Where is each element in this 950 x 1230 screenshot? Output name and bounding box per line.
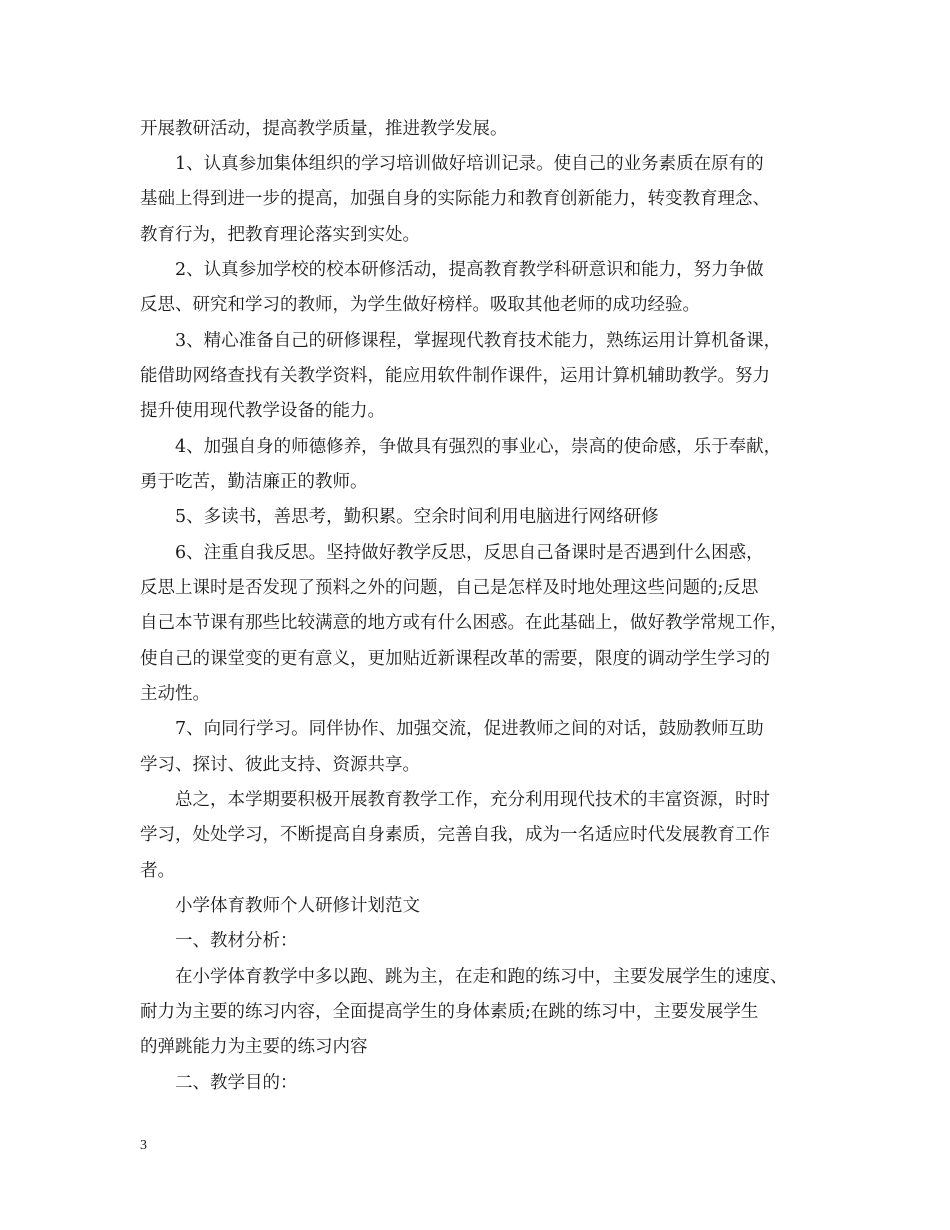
text-line: 2、认真参加学校的校本研修活动，提高教育教学科研意识和能力，努力争做 xyxy=(175,260,764,280)
text-line: 教育行为，把教育理论落实到实处。 xyxy=(140,225,420,245)
text-line: 4、加强自身的师德修养，争做具有强烈的事业心，崇高的使命感，乐于奉献， xyxy=(175,437,782,457)
section-heading: 小学体育教师个人研修计划范文 xyxy=(175,896,420,916)
text-line: 6、注重自我反思。坚持做好教学反思，反思自己备课时是否遇到什么困惑， xyxy=(175,543,764,563)
text-line: 总之，本学期要积极开展教育教学工作，充分利用现代技术的丰富资源，时时 xyxy=(175,790,770,810)
text-line: 7、向同行学习。同伴协作、加强交流，促进教师之间的对话，鼓励教师互助 xyxy=(175,719,764,739)
text-line: 提升使用现代教学设备的能力。 xyxy=(140,401,385,421)
text-line: 耐力为主要的练习内容，全面提高学生的身体素质;在跳的练习中，主要发展学生 xyxy=(140,1002,759,1022)
text-line: 的弹跳能力为主要的练习内容 xyxy=(140,1037,368,1057)
text-line: 学习、探讨、彼此支持、资源共享。 xyxy=(140,755,420,775)
text-line: 主动性。 xyxy=(140,684,210,704)
text-line: 1、认真参加集体组织的学习培训做好培训记录。使自己的业务素质在原有的 xyxy=(175,154,764,174)
text-line: 反思上课时是否发现了预料之外的问题，自己是怎样及时地处理这些问题的;反思 xyxy=(140,578,759,598)
section-heading: 一、教材分析： xyxy=(175,931,298,951)
text-line: 者。 xyxy=(140,861,175,881)
text-line: 3、精心准备自己的研修课程，掌握现代教育技术能力，熟练运用计算机备课， xyxy=(175,331,782,351)
text-line: 勇于吃苦，勤洁廉正的教师。 xyxy=(140,472,368,492)
text-line: 自己本节课有那些比较满意的地方或有什么困惑。在此基础上，做好教学常规工作， xyxy=(140,613,788,633)
text-line: 在小学体育教学中多以跑、跳为主，在走和跑的练习中，主要发展学生的速度、 xyxy=(175,967,788,987)
section-heading: 二、教学目的： xyxy=(175,1073,298,1093)
text-line: 开展教研活动，提高教学质量，推进教学发展。 xyxy=(140,119,508,139)
text-line: 基础上得到进一步的提高，加强自身的实际能力和教育创新能力，转变教育理念、 xyxy=(140,189,770,209)
text-line: 反思、研究和学习的教师，为学生做好榜样。吸取其他老师的成功经验。 xyxy=(140,295,700,315)
text-line: 使自己的课堂变的更有意义，更加贴近新课程改革的需要，限度的调动学生学习的 xyxy=(140,649,770,669)
text-line: 5、多读书，善思考，勤积累。空余时间利用电脑进行网络研修 xyxy=(175,507,659,527)
page-number: 3 xyxy=(140,1138,147,1153)
text-line: 学习，处处学习，不断提高自身素质，完善自我，成为一名适应时代发展教育工作 xyxy=(140,825,770,845)
text-line: 能借助网络查找有关教学资料，能应用软件制作课件，运用计算机辅助教学。努力 xyxy=(140,366,770,386)
